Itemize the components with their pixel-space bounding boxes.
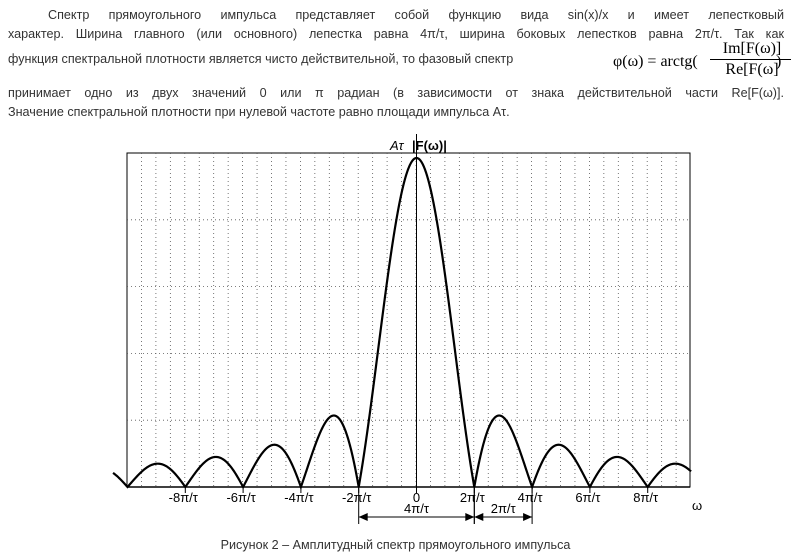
- text-line-1: Спектр прямоугольного импульса представляет собой функцию вида sin(x)/x и имеет лепестковый: [48, 8, 784, 22]
- dimension-arrow: [359, 513, 368, 521]
- x-tick-label: -8π/τ: [168, 490, 198, 505]
- x-tick-label: -6π/τ: [226, 490, 256, 505]
- x-tick-label: -2π/τ: [342, 490, 372, 505]
- y-axis-label: |F(ω)|: [412, 138, 447, 153]
- x-tick-label: 4π/τ: [517, 490, 543, 505]
- x-tick-label: 8π/τ: [633, 490, 659, 505]
- text-line-5: Значение спектральной плотности при нулевой частоте равно площади импульса Aτ.: [8, 105, 510, 119]
- dimension-label: 2π/τ: [490, 501, 516, 516]
- dimension-arrow: [465, 513, 474, 521]
- text-line-3: функция спектральной плотности является чисто действительной, то фазовый спектр: [8, 52, 514, 66]
- text-line-2: характер. Ширина главного (или основного) лепестка равна 4π/τ, ширина боковых лепестков равна 2π/τ. Так как: [8, 27, 784, 41]
- x-tick-label: 2π/τ: [459, 490, 485, 505]
- x-tick-label: 6π/τ: [575, 490, 601, 505]
- dimension-label: 4π/τ: [404, 501, 429, 516]
- y-top-label: Aτ: [390, 138, 404, 153]
- plot-frame: [127, 153, 690, 487]
- x-tick-label: 0: [412, 490, 421, 505]
- dimension-arrow: [474, 513, 483, 521]
- formula-close: ): [776, 53, 782, 70]
- formula-lhs: φ(ω) = arctg(: [613, 53, 698, 70]
- x-axis-label: ω: [692, 498, 703, 513]
- formula-denominator: Re[F(ω]: [725, 61, 779, 78]
- x-tick-label: -4π/τ: [284, 490, 314, 505]
- spectrum-curve: [113, 158, 691, 487]
- text-line-4: принимает одно из двух значений 0 или π радиан (в зависимости от знака действительной части Re[F(ω)].: [8, 86, 784, 100]
- dimension-arrow: [523, 513, 532, 521]
- formula-numerator: Im[F(ω)]: [710, 40, 791, 60]
- figure-caption: Рисунок 2 – Амплитудный спектр прямоугольного импульса: [220, 538, 571, 552]
